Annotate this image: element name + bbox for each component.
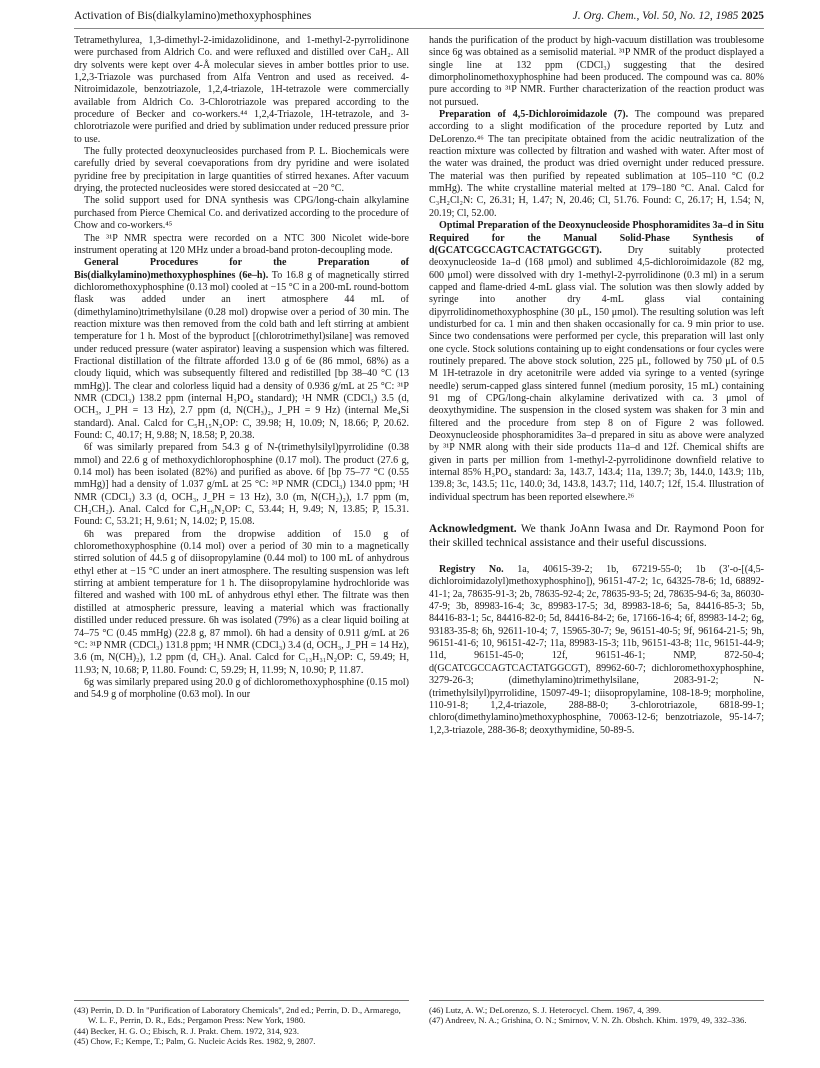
left-column (74, 35, 409, 737)
footnotes (74, 1000, 764, 1046)
paragraph-nmr: The ³¹P NMR spectra were recorded on a NTC 300 Nicolet wide-bore instrument operating at 120 MHz under a broad-band proton-decoupling mode. (74, 232, 409, 256)
right-column (429, 35, 764, 737)
paragraph-6g: 6g was similarly prepared using 20.0 g of dichloromethoxyphosphine (0.15 mol) and 54.9 g of morpholine (0.63 mol). In our (74, 676, 409, 701)
section-body: Dry suitably protected deoxynucleoside 1a–d (168 μmol) and sublimed 4,5-dichloroimidazole (82 mg, 600 μmol) were dissolved with dry 1-methyl-2-pyrrolidinone (0.3 ml) in a serum capped and flame-dried 4-mL glass vial. The solution was then slowly added by syringe into another dry 4-mL glass vial containing dipyrrolidinomethoxyphosphine (30 μL, 150 μmol). The resulting solution was left undisturbed for ca. 1 min and then shaken occasionally for ca. 9 min prior to use. Since two condensations were performed per cycle, this preparation will last only one cycle. Stock solutions containing up to eight condensations or four cycles were routinely prepared. The above stock solution, 225 μL, followed by 750 μL of 0.5 M 1H-tetrazole in dry acetonitrile were added via syringe to a vented (syringe needle) serum-capped glass sintered funnel (medium porosity, 15 mL) containing 91 mg of CPG/long-chain alkylamine derivatized with ca. 3 μmol of deoxythymidine. The suspension in the closed system was shaken for 3 min and filtered and the procedure from step 8 on of Figure 2 was followed. Deoxynucleoside phosphoramidites 3a–d prepared in situ as above were analyzed by ³¹P NMR along with their side products 11a–d and 12f. Chemical shifts are given in parts per million from 1-methyl-2-pyrrolidinone downfield relative to internal 85% H₃PO₄ standard: 3a, 143.7, 143.4; 11a, 139.7; 3b, 144.0, 143.9; 11b, 139.8; 3c, 143.5; 11c, 140.0; 3d, 143.8, 143.7; 11d, 140.7; 12f, 15.4. Illustration of individual spectrum has been reported elsewhere.²⁶ (429, 244, 764, 503)
paragraph-phosphoramidites (429, 220, 764, 504)
section-run-head: General Procedures for the Preparation of Bis(dialkylamino)methoxyphosphines (6e–h). (74, 257, 409, 281)
journal-citation (573, 10, 764, 22)
registry-numbers (429, 564, 764, 737)
acknowledgment-body: We thank JoAnn Iwasa and Dr. Raymond Poon for their skilled technical assistance and their useful discussions. (429, 523, 764, 550)
section-run-head: Preparation of 4,5-Dichloroimidazole (7). (439, 109, 629, 121)
running-title: Activation of Bis(dialkylamino)methoxyphosphines (74, 10, 312, 22)
acknowledgment-head: Acknowledgment. (429, 523, 517, 536)
paragraph-deoxynucleosides: The fully protected deoxynucleosides purchased from P. L. Biochemicals were carefully dried by several coevaporations from dry pyridine and were isolated pyridine free by precipitation in large quantities of stirred hexanes. After vacuum drying, the protected nucleosides were stored desiccated at −20 °C. (74, 146, 409, 195)
footnote: (45) Chow, F.; Kempe, T.; Palm, G. Nucleic Acids Res. 1982, 9, 2807. (74, 1035, 316, 1046)
section-run-head: Optimal Preparation of the Deoxynucleoside Phosphoramidites 3a–d in Situ Required for the Manual Solid-Phase Synthesis of d(GCATCGCCAGTCACTATGGCGT). (429, 220, 764, 256)
footnote: (44) Becker, H. G. O.; Ebisch, R. J. Prakt. Chem. 1972, 314, 923. (74, 1025, 299, 1036)
registry-body: 1a, 40615-39-2; 1b, 67219-55-0; 1b (3′-o-[(4,5-dichloroimidazolyl)methoxyphosphino]), 96151-47-2; 1c, 64325-78-6; 1d, 68892-41-1; 2a, 78635-91-3; 2b, 78635-92-4; 2c, 78635-93-5; 2d, 78635-94-6; 3a, 86030-47-9; 3b, 89983-16-4; 3c, 89983-17-5; 3d, 89983-18-6; 5a, 84416-85-3; 5b, 84416-83-1; 5c, 84416-82-0; 5d, 84416-84-2; 6e, 17166-16-4; 6f, 89983-14-2; 6g, 93183-35-8; 6h, 92611-10-4; 7, 15965-30-7; 9e, 96151-40-5; 9f, 96164-21-5; 9h, 96151-41-6; 10, 96151-42-7; 11a, 89983-15-3; 11b, 96151-43-8; 11c, 96151-44-9; 11d, 96151-45-0; 12f, 96151-46-1; NMP, 872-50-4; d(GCATCGCCAGTCACTATGGCGT), 89962-60-7; dichloromethoxyphosphine, 3279-26-3; (dimethylamino)trimethylsilane, 2083-91-2; N-(trimethylsilyl)pyrrolidine, 15097-49-1; diisopropylamine, 108-18-9; morpholine, 110-91-8; 1,2,4-triazole, 288-88-0; 3-chlorotriazole, 6818-99-1; chloro(dimethylamino)methoxyphosphine, 70063-12-6; benzotriazole, 95-14-7; 1,2,3-triazole, 288-36-8; deoxythymidine, 50-89-5. (429, 564, 764, 736)
footnote: (43) Perrin, D. D. In "Purification of Laboratory Chemicals", 2nd ed.; Perrin, D. D., Armarego, W. L. F., Perrin, D. R., Eds.; Pergamon Press: New York, 1980. (74, 1005, 401, 1026)
footnote: (46) Lutz, A. W.; DeLorenzo, S. J. Heterocycl. Chem. 1967, 4, 399. (429, 1005, 661, 1016)
paragraph-6g-continued: hands the purification of the product by high-vacuum distillation was troublesome since 6g was obtained as a semisolid material. ³¹P NMR of the product displayed a single line at 132 ppm (CDCl₃) suggesting that the desired dimorpholinomethoxyphosphine had been produced. The compound was ca. 80% pure according to ³¹P NMR. Further characterization of the reaction product was not pursued. (429, 35, 764, 108)
paragraph-solid-support: The solid support used for DNA synthesis was CPG/long-chain alkylamine purchased from Pierce Chemical Co. and derivatized according to the procedure of Chow and co-workers.⁴⁵ (74, 195, 409, 232)
footnotes-left (74, 1000, 409, 1046)
paragraph-6f: 6f was similarly prepared from 54.3 g of N-(trimethylsilyl)pyrrolidine (0.38 mmol) and 22.6 g of methoxydichlorophosphine (0.17 mol). The product (27.6 g, 0.14 mol) has been isolated (82%) and purified as above. 6f [bp 75–77 °C (0.55 mmHg)] had a density of 1.037 g/mL at 25 °C: ³¹P NMR (CDCl₃) 134.0 ppm; ¹H NMR (CDCl₃) 3.3 (d, OCH₃, J_PH = 13 Hz), 3.0 (m, N(CH₂)₂), 1.7 ppm (m, CH₂CH₂). Anal. Calcd for C₉H₁₉N₂OP: C, 53.44; H, 9.49; N, 13.85; P, 15.31. Found: C, 53.21; H, 9.61; N, 14.02; P, 15.08. (74, 442, 409, 528)
body-columns (74, 35, 764, 737)
acknowledgment (429, 522, 764, 550)
page-number: 2025 (741, 10, 764, 22)
paragraph-reagents: Tetramethylurea, 1,3-dimethyl-2-imidazolidinone, and 1-methyl-2-pyrrolidinone were purchased from Aldrich Co. and were refluxed and distilled over CaH₂. All dry solvents were kept over 4-Å molecular sieves in amber bottles prior to use. 1,2,3-Triazole was purchased from Alfa Ventron and used as received. 4-Nitroimidazole, benzotriazole, 1,2,4-triazole, 1H-tetrazole were commercially available from Aldrich Co. 3-Chlorotriazole was prepared according to the procedure of Becker and co-workers.⁴⁴ 1,2,4-Triazole, 1H-tetrazole, and 3-chlorotriazole were purified and dried by sublimation under reduced pressure prior to use. (74, 35, 409, 145)
running-header (74, 10, 764, 29)
journal-name: J. Org. Chem., (572, 10, 640, 22)
journal-volume: Vol. 50, No. 12, 1985 (642, 10, 739, 22)
footnotes-right (429, 1000, 764, 1046)
footnote: (47) Andreev, N. A.; Grishina, O. N.; Smirnov, V. N. Zh. Obshch. Khim. 1979, 49, 332–336. (429, 1015, 747, 1026)
paragraph-dichloroimidazole (429, 109, 764, 220)
paragraph-6h: 6h was prepared from the dropwise addition of 15.0 g of chloromethoxyphosphine (0.14 mol) over a period of 30 min to a magnetically stirred solution of 44.5 g of diisopropylamine (0.44 mol) to 100 mL of anhydrous ethyl ether at −15 °C under an inert atmosphere. The resulting suspension was left stirring at ambient temperature for 1 h. The diisopropylamine hydrochloride was filtered and washed with 100 mL of anhydrous ethyl ether. The filtrate was then distilled at atmospheric pressure, leaving a material which was fractionally distilled under reduced pressure. 6h was isolated (79%) as a clear liquid boiling at 74–75 °C (0.45 mmHg) (22.8 g, 87 mmol). 6h had a density of 0.911 g/mL at 26 °C: ³¹P NMR (CDCl₃) 131.8 ppm; ¹H NMR (CDCl₃) 3.4 (d, OCH₃, J_PH = 14 Hz), 3.6 (m, N(CH)₂), 1.2 ppm (d, CH₃). Anal. Calcd for C₁₃H₃₁N₂OP: C, 59.49; H, 11.93; N, 10.68; P, 11.80. Found: C, 59.29; H, 11.99; N, 10.90; P, 11.87. (74, 528, 409, 676)
registry-head: Registry No. (439, 564, 504, 576)
section-body: To 16.8 g of magnetically stirred dichloromethoxyphosphine (0.13 mol) cooled at −15 °C in a 200-mL round-bottom flask was added under an inert atmosphere 44 mL of (dimethylamino)trimethylsilane (0.28 mol) dropwise over a period of 30 min. The reaction mixture was then removed from the cold bath and left stirring at ambient temperature for 1 h. Most of the byproduct [(chlorotrimethyl)silane] was removed under reduced pressure (water aspirator) leaving a suspension which was filtered. Fractional distillation of the filtrate afforded 13.0 g of 6e (86 mmol, 68%) as a cloudy liquid, which was subsequently filtered and redistilled [bp 38–40 °C (13 mmHg)]. The clear and colorless liquid had a density of 0.936 g/mL at 25 °C: ³¹P NMR (CDCl₃) 138.2 ppm (internal H₃PO₄ standard); ¹H NMR (CDCl₃) 3.5 (d, OCH₃, J_PH = 13 Hz), 2.7 ppm (d, N(CH₃)₂, J_PH = 9 Hz) (internal Me₄Si standard). Anal. Calcd for C₅H₁₅N₂OP: C, 39.98; H, 10.09; N, 18.66; P, 20.62. Found: C, 40.17; H, 9.88; N, 18.58; P, 20.38. (74, 269, 409, 441)
paragraph-general-procedures (74, 257, 409, 442)
section-body: The compound was prepared according to a slight modification of the procedure reported by Lutz and DeLorenzo.⁴⁶ The tan precipitate obtained from the acidic neutralization of the reaction mixture was collected by filtration and washed with water. After most of the water was drained, the product was dried overnight under reduced pressure. The material was then purified by repeated sublimation at 105–110 °C (0.2 mmHg). The white crystalline material melted at 179–180 °C. Anal. Calcd for C₃H₂Cl₂N: C, 26.31; H, 1.47; N, 20.46; Cl, 51.76. Found: C, 26.17; H, 1.54; N, 20.19; Cl, 52.00. (429, 109, 764, 219)
